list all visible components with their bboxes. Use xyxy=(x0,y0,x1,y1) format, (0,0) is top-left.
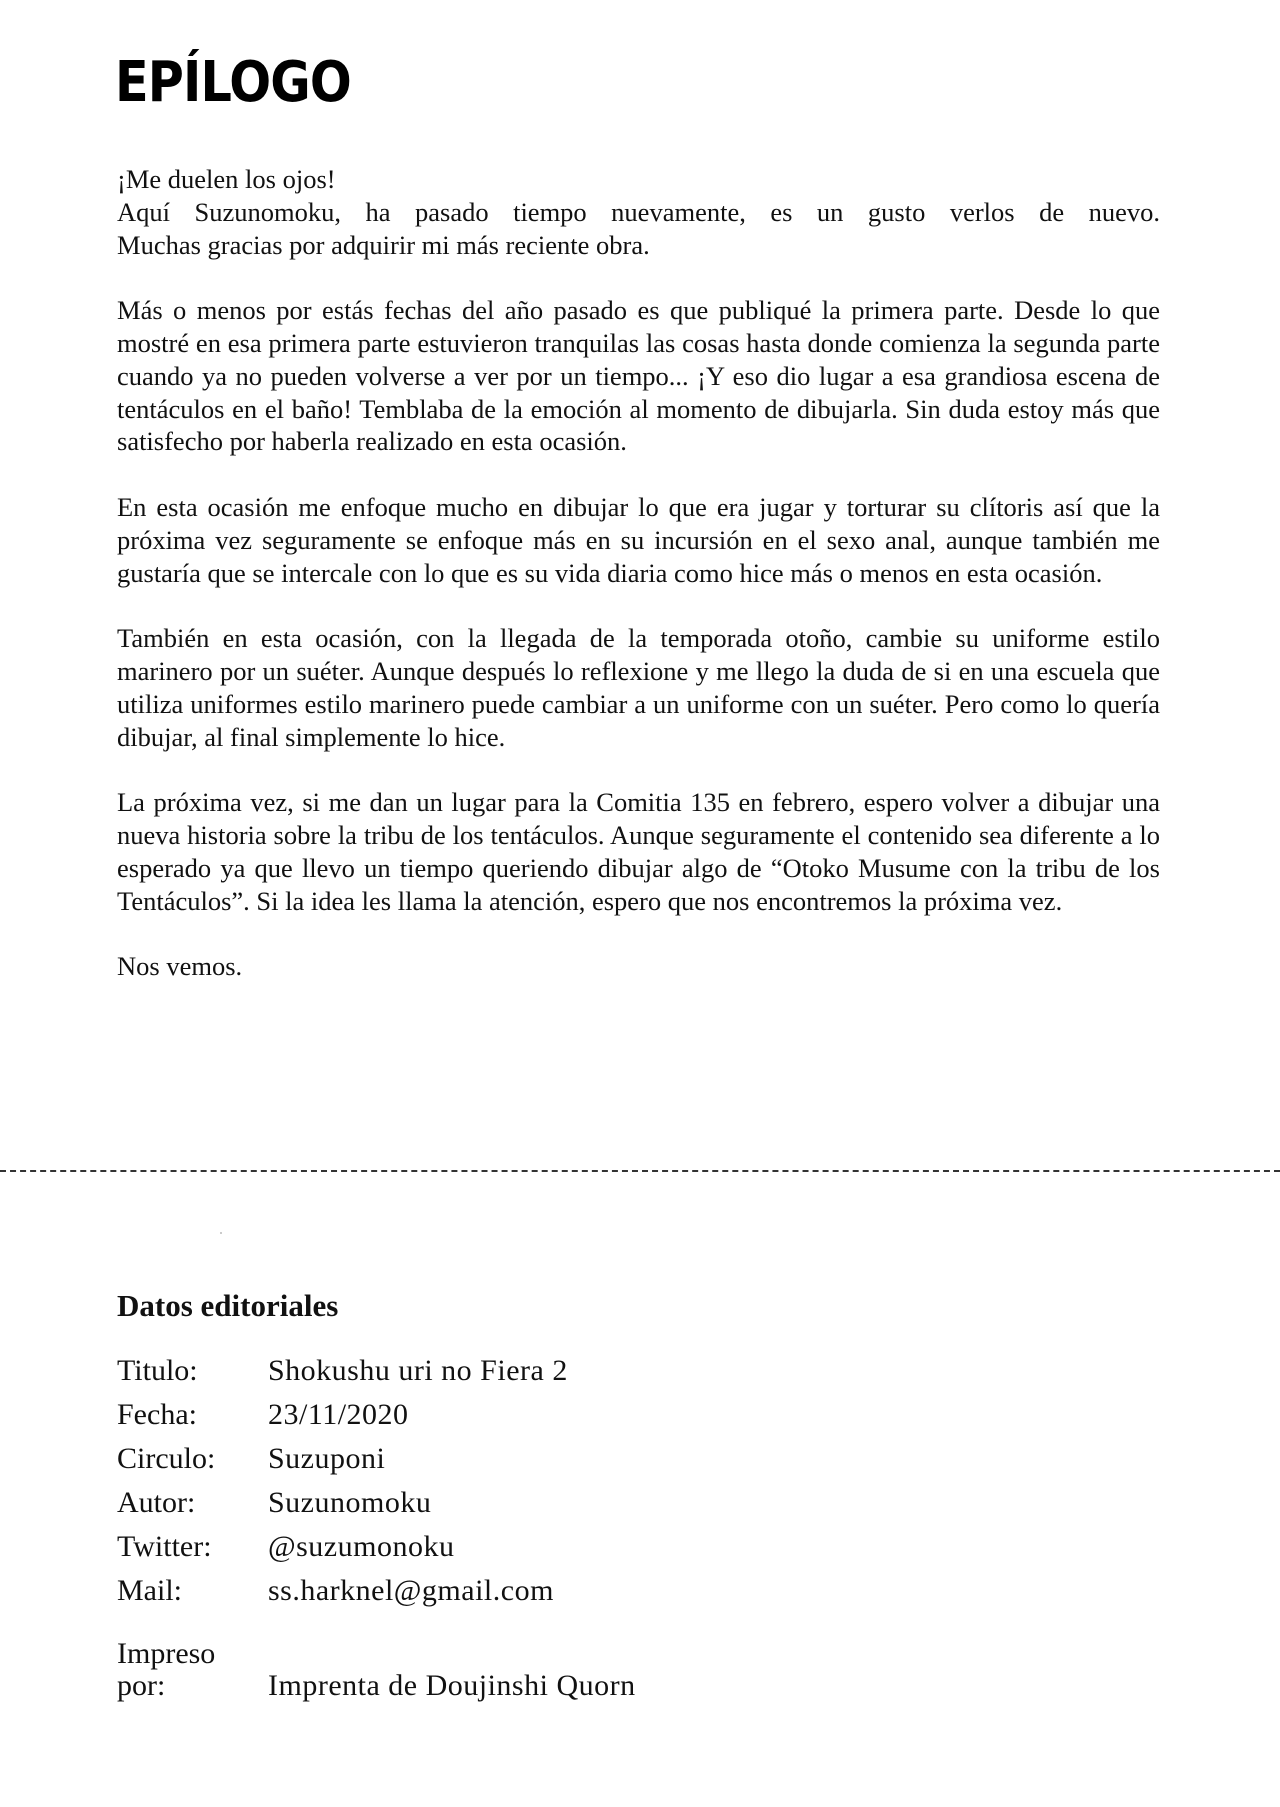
credit-label-line: Impreso xyxy=(117,1637,216,1670)
credit-label xyxy=(117,1638,268,1702)
credit-row-printed-by xyxy=(117,1634,636,1702)
credit-row-date xyxy=(117,1398,636,1442)
credit-value: @suzumonoku xyxy=(268,1530,455,1563)
credit-value: Shokushu uri no Fiera 2 xyxy=(268,1354,568,1387)
credits-heading: Datos editoriales xyxy=(117,1288,339,1323)
credits-table xyxy=(117,1354,636,1702)
credit-value: Imprenta de Doujinshi Quorn xyxy=(268,1669,636,1702)
epilogue-line: Aquí Suzunomoku, ha pasado tiempo nuevamente, es un gusto verlos de nuevo. xyxy=(117,196,1160,227)
credit-value: Suzunomoku xyxy=(268,1486,432,1519)
credit-label: Mail: xyxy=(117,1574,182,1607)
epilogue-text xyxy=(117,163,1160,1016)
credit-row-circle xyxy=(117,1442,636,1486)
epilogue-paragraph: Más o menos por estás fechas del año pasado es que publiqué la primera parte. Desde lo que mostré en esa primera parte estuvieron tranquilas las cosas hasta donde comienza la segunda parte cuando ya no pueden volverse a ver por un tiempo... ¡Y eso dio lugar a esa grandiosa escena de tentáculos en el baño! Temblaba de la emoción al momento de dibujarla. Sin duda estoy más que satisfecho por haberla realizado en esta ocasión. xyxy=(117,295,1160,457)
credit-row-title xyxy=(117,1354,636,1398)
epilogue-paragraph-greeting xyxy=(117,163,1160,261)
credit-value: Suzuponi xyxy=(268,1442,386,1475)
credit-row-twitter xyxy=(117,1530,636,1574)
credit-value: ss.harknel@gmail.com xyxy=(268,1574,554,1607)
credit-label: Twitter: xyxy=(117,1530,212,1563)
credit-label: Autor: xyxy=(117,1486,196,1519)
credit-row-author xyxy=(117,1486,636,1530)
epilogue-paragraph: La próxima vez, si me dan un lugar para la Comitia 135 en febrero, espero volver a dibujar una nueva historia sobre la tribu de los tentáculos. Aunque seguramente el contenido sea diferente a lo esperado ya que llevo un tiempo queriendo dibujar algo de “Otoko Musume con la tribu de los Tentáculos”. Si la idea les llama la atención, espero que nos encontremos la próxima vez. xyxy=(117,787,1160,916)
credit-label-line: por: xyxy=(117,1669,166,1702)
credit-value: 23/11/2020 xyxy=(268,1398,409,1431)
credit-label: Fecha: xyxy=(117,1398,197,1431)
dashed-separator xyxy=(0,1170,1280,1172)
epilogue-line: Muchas gracias por adquirir mi más reciente obra. xyxy=(117,229,650,260)
credit-label: Circulo: xyxy=(117,1442,216,1475)
epilogue-paragraph: También en esta ocasión, con la llegada de la temporada otoño, cambie su uniforme estilo marinero por un suéter. Aunque después lo reflexione y me llego la duda de si en una escuela que utiliza uniformes estilo marinero puede cambiar a un uniforme con un suéter. Pero como lo quería dibujar, al final simplemente lo hice. xyxy=(117,623,1160,752)
credit-row-mail xyxy=(117,1574,636,1618)
epilogue-line: ¡Me duelen los ojos! xyxy=(117,164,336,194)
page-title: EPÍLOGO xyxy=(115,50,351,115)
epilogue-paragraph: En esta ocasión me enfoque mucho en dibujar lo que era jugar y torturar su clítoris así que la próxima vez seguramente se enfoque más en su incursión en el sexo anal, aunque también me gustaría que se intercale con lo que es su vida diaria como hice más o menos en esta ocasión. xyxy=(117,491,1160,588)
scan-speck xyxy=(220,1232,222,1234)
credit-label: Titulo: xyxy=(117,1354,198,1387)
epilogue-sign-off: Nos vemos. xyxy=(117,951,243,982)
